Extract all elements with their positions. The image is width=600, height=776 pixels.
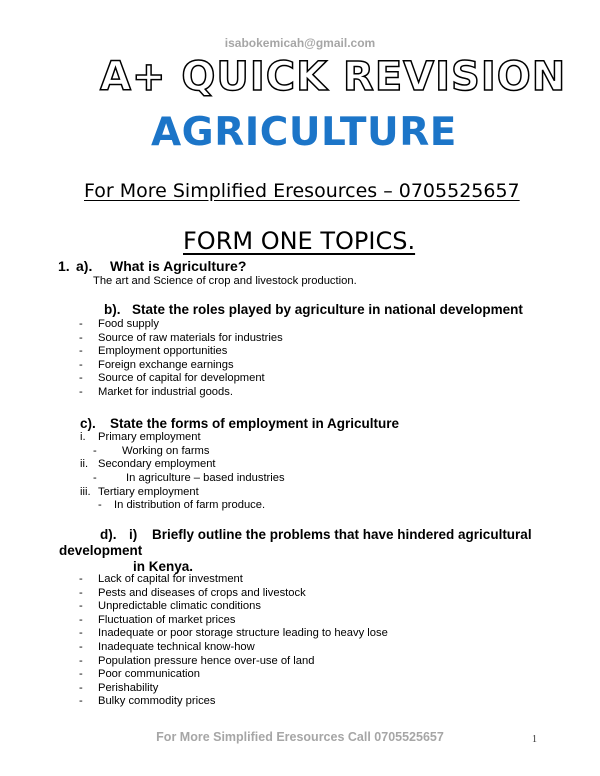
list-item: Market for industrial goods. — [98, 386, 233, 398]
list-item: Poor communication — [98, 668, 200, 680]
bullet-dash: - — [79, 372, 83, 384]
bullet-dash: - — [98, 499, 102, 511]
question-heading: State the forms of employment in Agriculture — [110, 416, 400, 431]
bullet-dash: - — [79, 587, 83, 599]
list-item: Source of raw materials for industries — [98, 332, 283, 344]
question-label: b). — [104, 302, 121, 317]
roman-numeral: ii. — [80, 458, 89, 470]
bullet-dash: - — [79, 386, 83, 398]
question-heading: Briefly outline the problems that have hindered agricultural — [152, 527, 532, 542]
question-number: 1. — [58, 258, 70, 274]
bullet-dash: - — [93, 472, 97, 484]
bullet-dash: - — [79, 573, 83, 585]
question-label: c). — [80, 416, 96, 431]
list-item: Lack of capital for investment — [98, 573, 243, 585]
bullet-dash: - — [79, 627, 83, 639]
list-item: Perishability — [98, 682, 159, 694]
question-heading: State the roles played by agriculture in national development — [132, 302, 523, 317]
page-number: 1 — [532, 734, 537, 745]
list-item: Inadequate or poor storage structure leading to heavy lose — [98, 627, 388, 639]
list-item: Pests and diseases of crops and livestock — [98, 587, 306, 599]
author-email: isabokemicah@gmail.com — [224, 36, 376, 50]
bullet-dash: - — [93, 445, 97, 457]
bullet-dash: - — [79, 345, 83, 357]
bullet-dash: - — [79, 318, 83, 330]
bullet-dash: - — [79, 695, 83, 707]
bullet-dash: - — [79, 655, 83, 667]
bullet-dash: - — [79, 614, 83, 626]
bullet-dash: - — [79, 668, 83, 680]
list-item: Employment opportunities — [98, 345, 228, 357]
document-title: A+ QUICK REVISION — [100, 54, 567, 100]
list-item: Inadequate technical know-how — [98, 641, 255, 653]
question-heading-continued: in Kenya. — [133, 559, 194, 574]
subject-title: AGRICULTURE — [151, 110, 457, 155]
bullet-dash: - — [79, 600, 83, 612]
list-item: Source of capital for development — [98, 372, 265, 384]
question-label: d). — [100, 527, 117, 542]
employment-detail: Working on farms — [122, 445, 210, 457]
section-title: FORM ONE TOPICS. — [183, 227, 416, 255]
employment-form: Tertiary employment — [98, 486, 199, 498]
list-item: Fluctuation of market prices — [98, 614, 236, 626]
employment-detail: In distribution of farm produce. — [114, 499, 266, 511]
list-item: Food supply — [98, 318, 159, 330]
promo-line: For More Simplified Eresources – 0705525657 — [84, 180, 520, 202]
roman-numeral: iii. — [80, 486, 91, 498]
bullet-dash: - — [79, 332, 83, 344]
question-heading-continued: development — [59, 543, 143, 558]
employment-detail: In agriculture – based industries — [126, 472, 285, 484]
bullet-dash: - — [79, 641, 83, 653]
employment-form: Secondary employment — [98, 458, 216, 470]
roman-numeral: i. — [80, 431, 86, 443]
footer-promo: For More Simplified Eresources Call 0705525657 — [156, 730, 444, 744]
list-item: Unpredictable climatic conditions — [98, 600, 261, 612]
employment-form: Primary employment — [98, 431, 201, 443]
sub-question-label: i) — [129, 527, 138, 542]
question-label: a). — [76, 258, 93, 274]
bullet-dash: - — [79, 359, 83, 371]
answer-text: The art and Science of crop and livestock production. — [93, 275, 357, 287]
bullet-dash: - — [79, 682, 83, 694]
list-item: Bulky commodity prices — [98, 695, 216, 707]
list-item: Population pressure hence over-use of land — [98, 655, 315, 667]
list-item: Foreign exchange earnings — [98, 359, 234, 371]
question-heading: What is Agriculture? — [110, 258, 247, 274]
